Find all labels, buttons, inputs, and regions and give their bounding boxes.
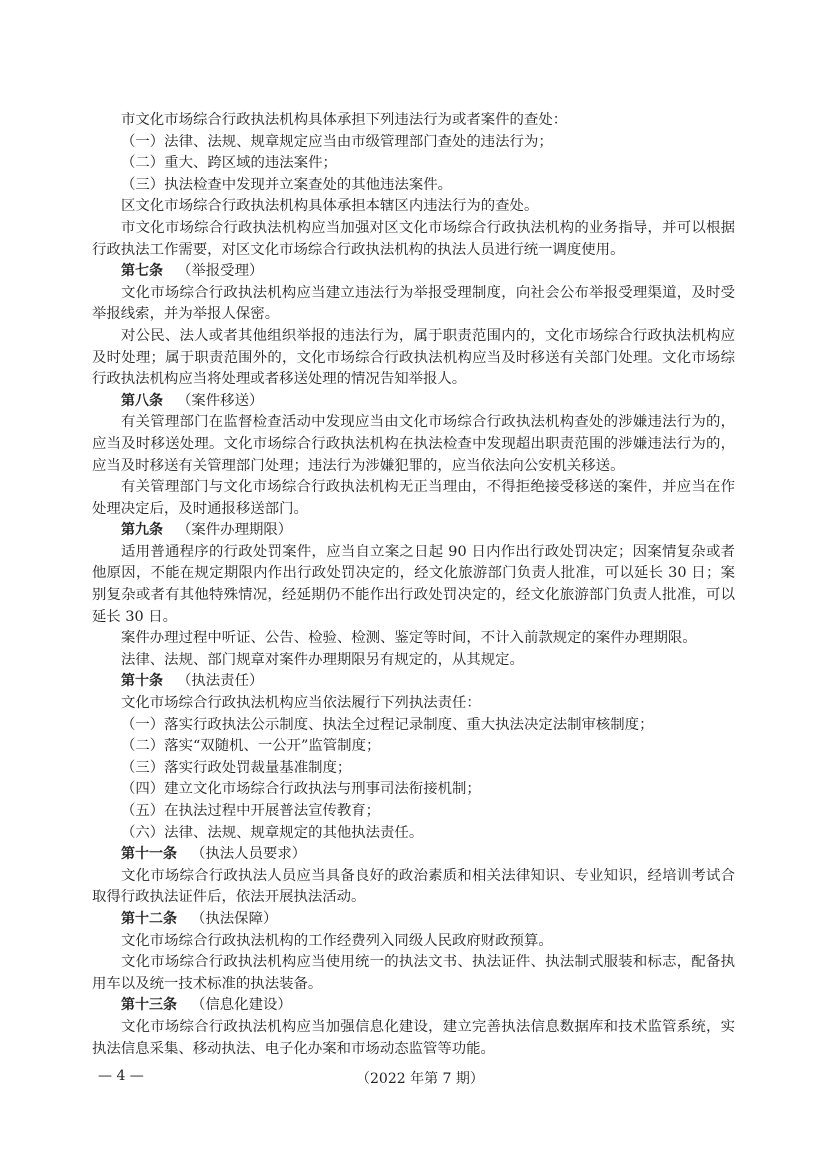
article-title: （执法人员要求） <box>191 846 307 863</box>
article-number: 第十二条 <box>121 910 177 927</box>
text-line: 他原因，不能在规定期限内作出行政处罚决定的，经文化旅游部门负责人批准，可以延长 30 日；案 <box>92 565 735 582</box>
article-heading <box>92 520 735 542</box>
paragraph <box>92 542 735 628</box>
text-line: （二）落实“双随机、一公开”监管制度； <box>121 738 381 755</box>
text-line: 处理决定后，及时通报移送部门。 <box>92 500 308 517</box>
article-number: 第八条 <box>121 392 163 409</box>
text-line: 举报线索，并为举报人保密。 <box>92 306 280 323</box>
paragraph <box>92 628 735 650</box>
paragraph <box>92 1017 735 1060</box>
text-line: 文化市场综合行政执法机构应当加强信息化建设，建立完善执法信息数据库和技术监管系统，实 <box>121 1018 735 1035</box>
document-body <box>92 110 735 1060</box>
text-line: 文化市场综合行政执法机构应当使用统一的执法文书、执法证件、执法制式服装和标志，配备执 <box>121 954 735 971</box>
text-line: 延长 30 日。 <box>92 608 178 625</box>
text-line: 对公民、法人或者其他组织举报的违法行为，属于职责范围内的，文化市场综合行政执法机构应 <box>121 327 735 344</box>
article-number: 第十一条 <box>121 846 177 863</box>
paragraph <box>92 715 735 737</box>
text-line: （一）法律、法规、规章规定应当由市级管理部门查处的违法行为； <box>121 133 553 150</box>
paragraph <box>92 477 735 520</box>
article-number: 第十三条 <box>121 997 177 1014</box>
article-heading <box>92 909 735 931</box>
text-line: （三）落实行政处罚裁量基准制度； <box>121 759 352 776</box>
text-line: 别复杂或者有其他特殊情况，经延期仍不能作出行政处罚决定的，经文化旅游部门负责人批准，可以 <box>92 587 735 604</box>
text-line: 行政执法机构应当将处理或者移送处理的情况告知举报人。 <box>92 371 467 388</box>
article-title: （信息化建设） <box>191 997 292 1014</box>
text-line: （三）执法检查中发现并立案查处的其他违法案件。 <box>121 176 452 193</box>
text-line: （六）法律、法规、规章规定的其他执法责任。 <box>121 824 424 841</box>
page-number: — 4 — <box>98 1068 144 1084</box>
article-title: （执法保障） <box>191 910 278 927</box>
paragraph <box>92 153 735 175</box>
paragraph <box>92 196 735 218</box>
paragraph <box>92 758 735 780</box>
article-number: 第十条 <box>121 673 163 690</box>
article-heading <box>92 995 735 1017</box>
article-heading <box>92 261 735 283</box>
paragraph <box>92 283 735 326</box>
paragraph <box>92 175 735 197</box>
text-line: （二）重大、跨区域的违法案件； <box>121 155 337 172</box>
paragraph <box>92 952 735 995</box>
paragraph <box>92 823 735 845</box>
text-line: 文化市场综合行政执法机构应当依法履行下列执法责任： <box>121 695 481 712</box>
text-line: 应当及时移送有关管理部门处理；违法行为涉嫌犯罪的，应当依法向公安机关移送。 <box>92 457 625 474</box>
paragraph <box>92 218 735 261</box>
text-line: 有关管理部门在监督检查活动中发现应当由文化市场综合行政执法机构查处的涉嫌违法行为的， <box>121 414 735 431</box>
article-title: （执法责任） <box>177 673 264 690</box>
paragraph <box>92 412 735 477</box>
text-line: 执法信息采集、移动执法、电子化办案和市场动态监管等功能。 <box>92 1040 495 1057</box>
paragraph <box>92 931 735 953</box>
text-line: 文化市场综合行政执法机构的工作经费列入同级人民政府财政预算。 <box>121 932 553 949</box>
text-line: 法律、法规、部门规章对案件办理期限另有规定的，从其规定。 <box>121 651 524 668</box>
text-line: 区文化市场综合行政执法机构具体承担本辖区内违法行为的查处。 <box>121 198 539 215</box>
article-number: 第七条 <box>121 263 163 280</box>
paragraph <box>92 801 735 823</box>
article-heading <box>92 391 735 413</box>
paragraph <box>92 779 735 801</box>
text-line: （一）落实行政执法公示制度、执法全过程记录制度、重大执法决定法制审核制度； <box>121 716 654 733</box>
text-line: 适用普通程序的行政处罚案件，应当自立案之日起 90 日内作出行政处罚决定；因案情复杂或者 <box>121 543 735 560</box>
text-line: 用车以及统一技术标准的执法装备。 <box>92 975 323 992</box>
article-title: （举报受理） <box>177 263 264 280</box>
text-line: （五）在执法过程中开展普法宣传教育； <box>121 803 381 819</box>
text-line: 文化市场综合行政执法人员应当具备良好的政治素质和相关法律知识、专业知识，经培训考试合 <box>121 867 735 884</box>
article-heading <box>92 844 735 866</box>
text-line: 案件办理过程中听证、公告、检验、检测、鉴定等时间，不计入前款规定的案件办理期限。 <box>121 630 697 647</box>
text-line: 行政执法工作需要，对区文化市场综合行政执法机构的执法人员进行统一调度使用。 <box>92 241 625 258</box>
text-line: （四）建立文化市场综合行政执法与刑事司法衔接机制； <box>121 781 481 798</box>
paragraph <box>92 650 735 672</box>
paragraph <box>92 693 735 715</box>
paragraph <box>92 110 735 132</box>
article-title: （案件办理期限） <box>177 522 293 539</box>
paragraph <box>92 736 735 758</box>
text-line: 市文化市场综合行政执法机构应当加强对区文化市场综合行政执法机构的业务指导，并可以根据 <box>121 219 735 236</box>
text-line: 取得行政执法证件后，依法开展执法活动。 <box>92 889 366 906</box>
paragraph <box>92 132 735 154</box>
article-title: （案件移送） <box>177 392 264 409</box>
article-heading <box>92 671 735 693</box>
text-line: 市文化市场综合行政执法机构具体承担下列违法行为或者案件的查处： <box>121 112 568 128</box>
text-line: 文化市场综合行政执法机构应当建立违法行为举报受理制度，向社会公布举报受理渠道，及时受 <box>121 284 735 301</box>
paragraph <box>92 326 735 391</box>
text-line: 有关管理部门与文化市场综合行政执法机构无正当理由，不得拒绝接受移送的案件，并应当在作 <box>121 479 735 496</box>
paragraph <box>92 866 735 909</box>
text-line: 及时处理；属于职责范围外的，文化市场综合行政执法机构应当及时移送有关部门处理。文化市场综 <box>92 349 735 366</box>
text-line: 应当及时移送处理。文化市场综合行政执法机构在执法检查中发现超出职责范围的涉嫌违法行为的， <box>92 435 735 452</box>
article-number: 第九条 <box>121 522 163 539</box>
issue-label: （2022 年第 7 期） <box>356 1071 484 1087</box>
